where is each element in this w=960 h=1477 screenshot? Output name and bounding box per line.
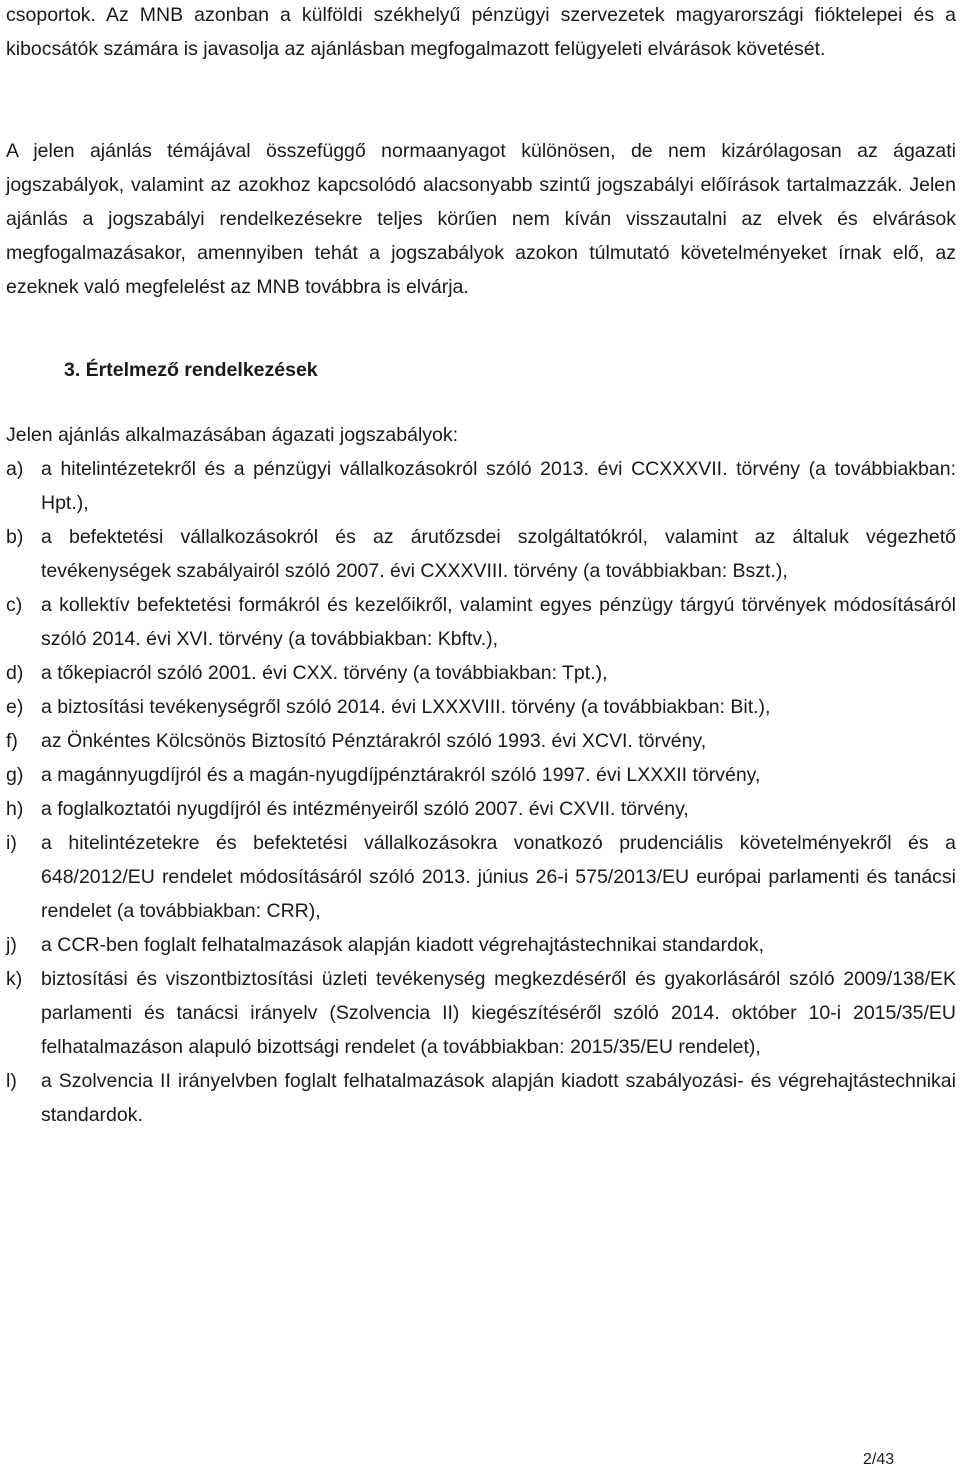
list-item-text: a hitelintézetekre és befektetési vállalkozásokra vonatkozó prudenciális követelményekről és a 648/2012/EU rendelet módosításáról szóló 2013. június 26-i 575/2013/EU európai parlamenti és tanácsi rendelet (a továbbiakban: CRR), <box>41 832 956 922</box>
list-item-text: a tőkepiacról szóló 2001. évi CXX. törvény (a továbbiakban: Tpt.), <box>41 662 608 684</box>
list-item-marker: k) <box>6 968 23 990</box>
list-item-marker: j) <box>6 934 17 956</box>
section-heading: 3. Értelmező rendelkezések <box>64 359 318 381</box>
list-item-text: a foglalkoztatói nyugdíjról és intézményeiről szóló 2007. évi CXVII. törvény, <box>41 798 689 820</box>
list-item <box>6 520 956 588</box>
list-item-marker: f) <box>6 730 18 752</box>
list-item-marker: h) <box>6 798 24 820</box>
list-item-marker: e) <box>6 696 24 718</box>
section-intro: Jelen ajánlás alkalmazásában ágazati jogszabályok: <box>6 424 459 446</box>
list-item-text: a magánnyugdíjról és a magán-nyugdíjpénztárakról szóló 1997. évi LXXXII törvény, <box>41 764 761 786</box>
list-item <box>6 792 956 826</box>
list-item-text: a Szolvencia II irányelvben foglalt felhatalmazások alapján kiadott szabályozási- és végrehajtástechnikai standardok. <box>41 1070 956 1126</box>
list-item <box>6 928 956 962</box>
list-item-text: a CCR-ben foglalt felhatalmazások alapján kiadott végrehajtástechnikai standardok, <box>41 934 765 956</box>
paragraph-legal-background-part-1: A jelen ajánlás témájával összefüggő normaanyagot különösen, de nem kizárólagosan az ágazati jogszabályok, valamint az azokhoz kapcsolódó alacsonyabb szintű jogszabályi előírások tartalmazzák. <box>6 140 956 196</box>
list-item <box>6 724 956 758</box>
list-item-marker: c) <box>6 594 23 616</box>
list-item-text: a befektetési vállalkozásokról és az árutőzsdei szolgáltatókról, valamint az általuk végezhető tevékenységek szabályairól szóló 2007. évi CXXXVIII. törvény (a továbbiakban: Bszt.), <box>41 526 956 582</box>
list-item <box>6 656 956 690</box>
page-number: 2/43 <box>863 1451 895 1468</box>
paragraph-legal-background <box>6 134 956 304</box>
list-item <box>6 690 956 724</box>
list-item-text: a kollektív befektetési formákról és kezelőikről, valamint egyes pénzügy tárgyú törvények módosításáról szóló 2014. évi XVI. törvény (a továbbiakban: Kbftv.), <box>41 594 956 650</box>
list-item <box>6 962 956 1064</box>
list-item-marker: g) <box>6 764 24 786</box>
list-item-text: a biztosítási tevékenységről szóló 2014. évi LXXXVIII. törvény (a továbbiakban: Bit.), <box>41 696 771 718</box>
list-item <box>6 452 956 520</box>
list-item-text: a hitelintézetekről és a pénzügyi vállalkozásokról szóló 2013. évi CCXXXVII. törvény (a továbbiakban: Hpt.), <box>41 458 956 514</box>
list-item-marker: d) <box>6 662 24 684</box>
list-item <box>6 588 956 656</box>
list-item <box>6 826 956 928</box>
list-item-marker: i) <box>6 832 17 854</box>
list-item-text: biztosítási és viszontbiztosítási üzleti tevékenység megkezdéséről és gyakorlásáról szóló 2009/138/EK parlamenti és tanácsi irányelv (Szolvencia II) kiegészítéséről szóló 2014. október 10-i 2015/35/EU felhatalmazáson alapuló bizottsági rendelet (a továbbiakban: 2015/35/EU rendelet), <box>41 968 956 1058</box>
list-item <box>6 1064 956 1132</box>
legislation-list <box>6 452 956 1132</box>
list-item-marker: b) <box>6 526 24 548</box>
list-item <box>6 758 956 792</box>
list-item-marker: a) <box>6 458 24 480</box>
list-item-marker: l) <box>6 1070 17 1092</box>
paragraph-intro: csoportok. Az MNB azonban a külföldi székhelyű pénzügyi szervezetek magyarországi fióktelepei és a kibocsátók számára is javasolja az ajánlásban megfogalmazott felügyeleti elvárások követését. <box>6 4 956 60</box>
list-item-text: az Önkéntes Kölcsönös Biztosító Pénztárakról szóló 1993. évi XCVI. törvény, <box>41 730 707 752</box>
paragraph-legal-background-part-2: Jelen ajánlás a jogszabályi rendelkezésekre teljes körűen nem kíván visszautalni az elvek és elvárások megfogalmazásakor, amennyiben tehát a jogszabályok azokon túlmutató követelményeket írnak elő, az ezeknek való megfelelést az MNB továbbra is elvárja. <box>6 174 956 298</box>
